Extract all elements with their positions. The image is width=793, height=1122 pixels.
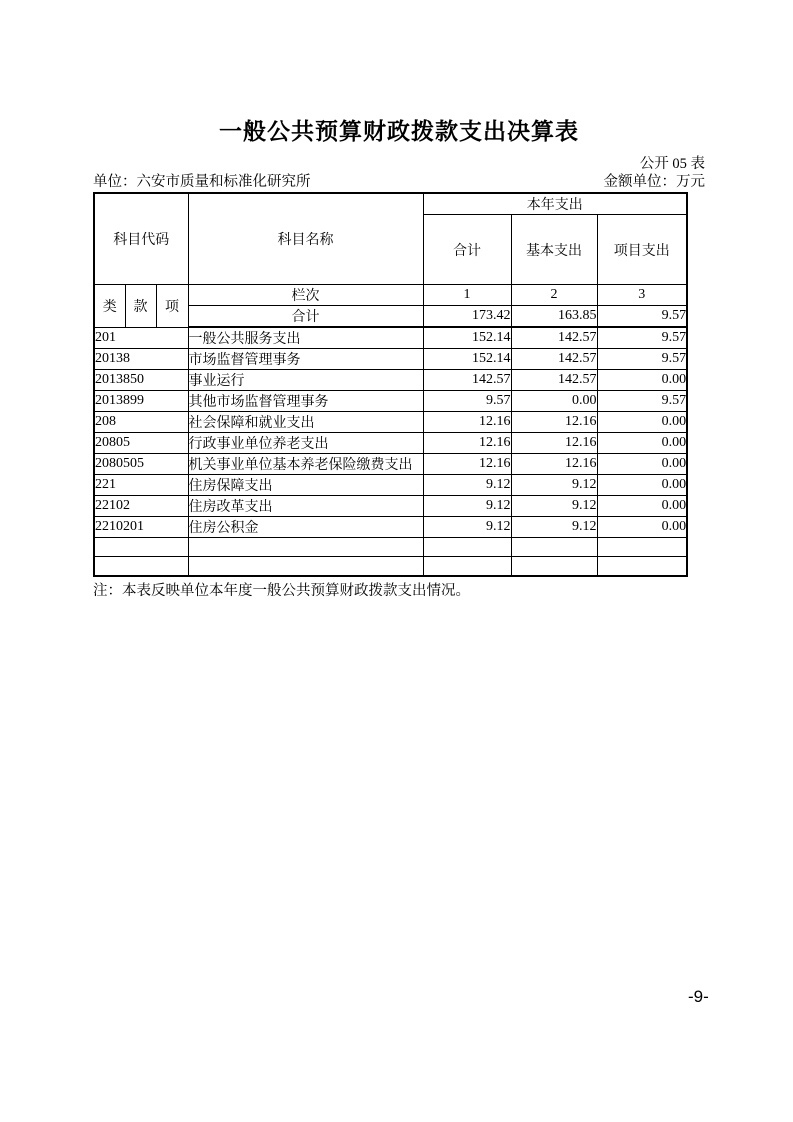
basic-cell: 142.57 bbox=[511, 349, 597, 370]
table-note: 注：本表反映单位本年度一般公共预算财政拨款支出情况。 bbox=[93, 582, 470, 599]
subject-name-cell: 市场监督管理事务 bbox=[188, 349, 423, 370]
empty-name-cell bbox=[188, 538, 423, 557]
table-row bbox=[94, 433, 687, 454]
amount-unit: 金额单位：万元 bbox=[603, 174, 705, 190]
column-index-label: 栏次 bbox=[188, 285, 423, 306]
empty-total-cell bbox=[423, 538, 511, 557]
subject-code-cell: 22102 bbox=[94, 496, 188, 517]
subject-name-cell: 行政事业单位养老支出 bbox=[188, 433, 423, 454]
basic-cell: 142.57 bbox=[511, 370, 597, 391]
project-cell: 0.00 bbox=[597, 412, 687, 433]
grand-total-label: 合计 bbox=[188, 306, 423, 328]
basic-cell: 0.00 bbox=[511, 391, 597, 412]
subject-code-cell: 20138 bbox=[94, 349, 188, 370]
total-cell: 9.12 bbox=[423, 475, 511, 496]
expenditure-table bbox=[93, 192, 688, 577]
empty-code-cell bbox=[94, 538, 188, 557]
subject-name-cell: 机关事业单位基本养老保险缴费支出 bbox=[188, 454, 423, 475]
column-index-row bbox=[94, 285, 687, 306]
empty-total-cell bbox=[423, 557, 511, 576]
table-row bbox=[94, 454, 687, 475]
table-row bbox=[94, 349, 687, 370]
item-header: 项 bbox=[156, 285, 188, 328]
project-cell: 9.57 bbox=[597, 327, 687, 349]
total-cell: 142.57 bbox=[423, 370, 511, 391]
total-col-header: 合计 bbox=[423, 215, 511, 285]
project-cell: 0.00 bbox=[597, 370, 687, 391]
grand-total-project: 9.57 bbox=[597, 306, 687, 328]
project-cell: 0.00 bbox=[597, 454, 687, 475]
basic-cell: 142.57 bbox=[511, 327, 597, 349]
subject-name-header: 科目名称 bbox=[188, 193, 423, 285]
table-row bbox=[94, 496, 687, 517]
grand-total-basic: 163.85 bbox=[511, 306, 597, 328]
total-cell: 9.57 bbox=[423, 391, 511, 412]
section-header: 款 bbox=[125, 285, 156, 328]
meta-line bbox=[93, 173, 705, 191]
subject-name-cell: 一般公共服务支出 bbox=[188, 327, 423, 349]
project-cell: 9.57 bbox=[597, 349, 687, 370]
empty-basic-cell bbox=[511, 557, 597, 576]
total-cell: 152.14 bbox=[423, 349, 511, 370]
empty-row bbox=[94, 538, 687, 557]
basic-cell: 12.16 bbox=[511, 454, 597, 475]
column-number-3: 3 bbox=[597, 285, 687, 306]
empty-project-cell bbox=[597, 557, 687, 576]
project-cell: 0.00 bbox=[597, 433, 687, 454]
subject-code-cell: 208 bbox=[94, 412, 188, 433]
table-row bbox=[94, 327, 687, 349]
total-cell: 12.16 bbox=[423, 433, 511, 454]
current-year-expenditure-header: 本年支出 bbox=[423, 193, 687, 215]
project-cell: 9.57 bbox=[597, 391, 687, 412]
total-cell: 12.16 bbox=[423, 454, 511, 475]
total-cell: 12.16 bbox=[423, 412, 511, 433]
project-cell: 0.00 bbox=[597, 496, 687, 517]
table-row bbox=[94, 475, 687, 496]
basic-cell: 9.12 bbox=[511, 496, 597, 517]
basic-cell: 9.12 bbox=[511, 475, 597, 496]
page-title: 一般公共预算财政拨款支出决算表 bbox=[219, 118, 579, 144]
subject-code-cell: 2210201 bbox=[94, 517, 188, 538]
subject-code-header: 科目代码 bbox=[94, 193, 188, 285]
subject-name-cell: 其他市场监督管理事务 bbox=[188, 391, 423, 412]
project-cell: 0.00 bbox=[597, 475, 687, 496]
subject-name-cell: 住房保障支出 bbox=[188, 475, 423, 496]
table-row bbox=[94, 370, 687, 391]
subject-code-cell: 2013850 bbox=[94, 370, 188, 391]
table-row bbox=[94, 412, 687, 433]
table-row bbox=[94, 517, 687, 538]
table-number: 公开 05 表 bbox=[639, 156, 705, 172]
basic-cell: 9.12 bbox=[511, 517, 597, 538]
table-row bbox=[94, 391, 687, 412]
page-number: -9- bbox=[688, 987, 709, 1006]
basic-cell: 12.16 bbox=[511, 433, 597, 454]
subject-name-cell: 住房公积金 bbox=[188, 517, 423, 538]
unit-name: 单位：六安市质量和标准化研究所 bbox=[93, 174, 311, 190]
column-number-2: 2 bbox=[511, 285, 597, 306]
project-cell: 0.00 bbox=[597, 517, 687, 538]
empty-basic-cell bbox=[511, 538, 597, 557]
empty-code-cell bbox=[94, 557, 188, 576]
subject-name-cell: 住房改革支出 bbox=[188, 496, 423, 517]
subject-name-cell: 事业运行 bbox=[188, 370, 423, 391]
total-cell: 9.12 bbox=[423, 517, 511, 538]
empty-project-cell bbox=[597, 538, 687, 557]
content-area bbox=[93, 0, 705, 601]
basic-expenditure-col-header: 基本支出 bbox=[511, 215, 597, 285]
column-number-1: 1 bbox=[423, 285, 511, 306]
subject-name-cell: 社会保障和就业支出 bbox=[188, 412, 423, 433]
project-expenditure-col-header: 项目支出 bbox=[597, 215, 687, 285]
subject-code-cell: 2080505 bbox=[94, 454, 188, 475]
header-row-top bbox=[94, 193, 687, 215]
category-header: 类 bbox=[94, 285, 125, 328]
basic-cell: 12.16 bbox=[511, 412, 597, 433]
grand-total-total: 173.42 bbox=[423, 306, 511, 328]
subject-code-cell: 2013899 bbox=[94, 391, 188, 412]
total-cell: 152.14 bbox=[423, 327, 511, 349]
subject-code-cell: 20805 bbox=[94, 433, 188, 454]
subject-code-cell: 201 bbox=[94, 327, 188, 349]
total-cell: 9.12 bbox=[423, 496, 511, 517]
empty-name-cell bbox=[188, 557, 423, 576]
empty-row bbox=[94, 557, 687, 576]
subject-code-cell: 221 bbox=[94, 475, 188, 496]
